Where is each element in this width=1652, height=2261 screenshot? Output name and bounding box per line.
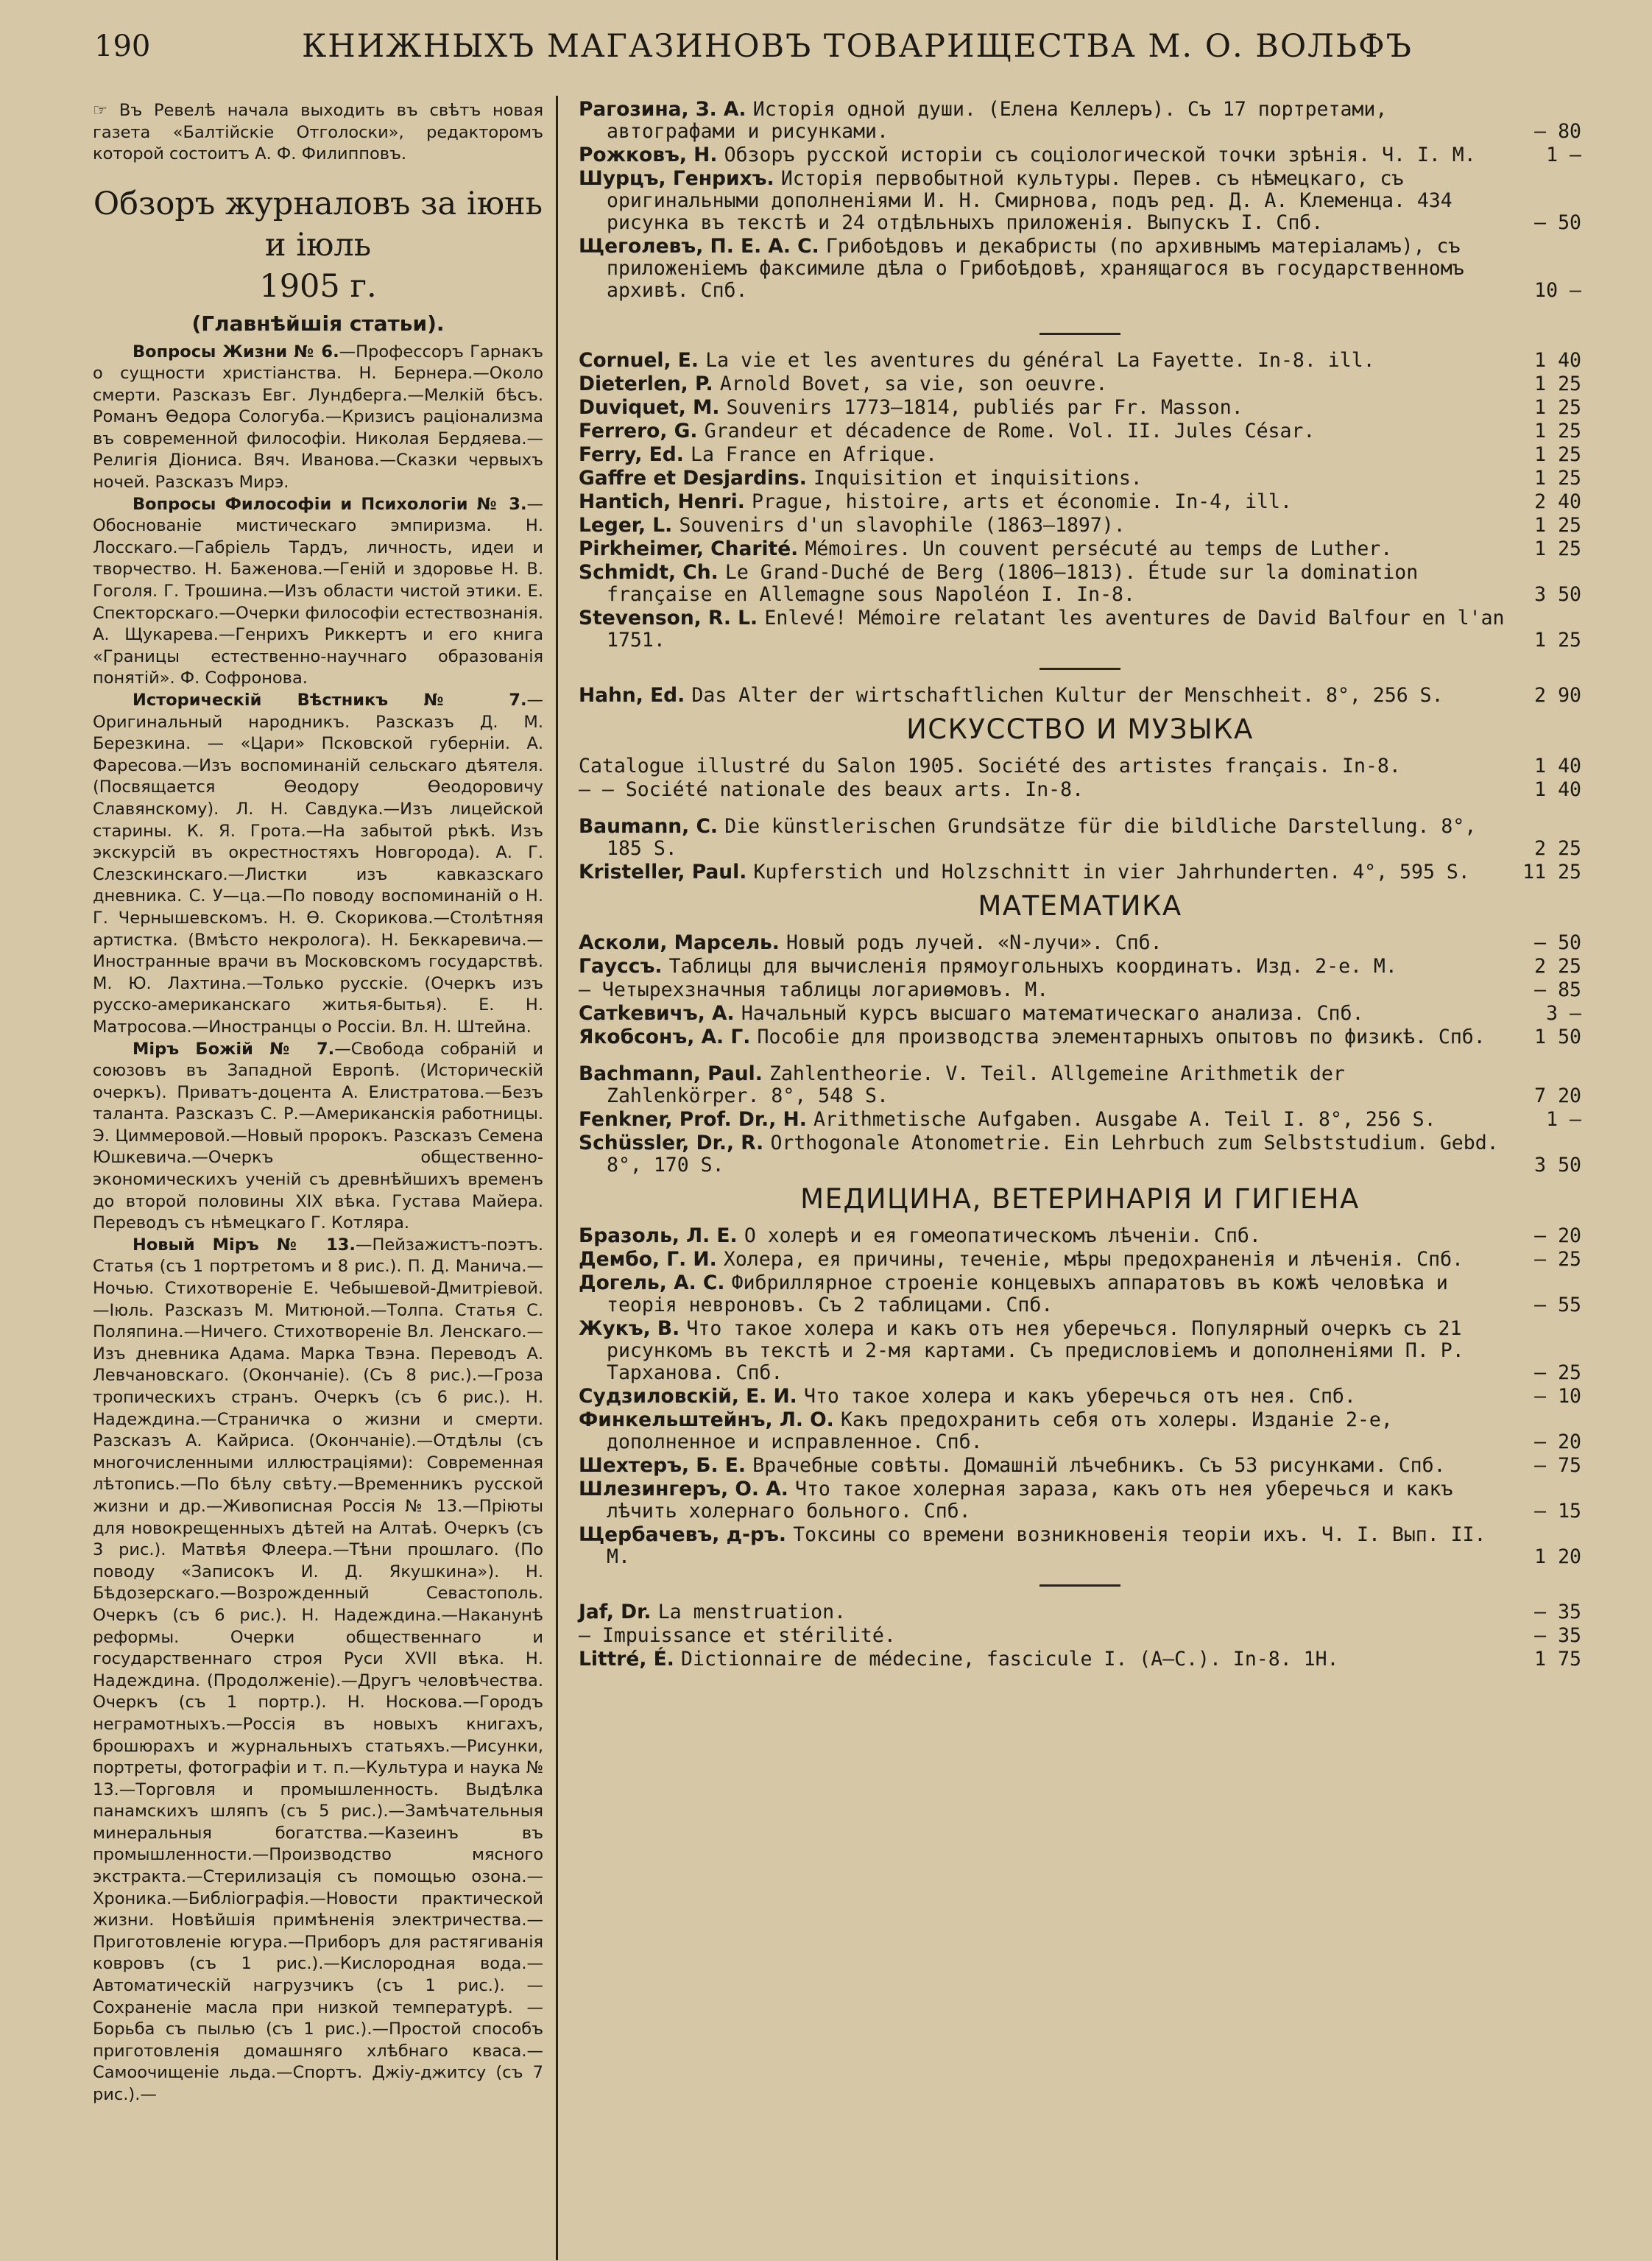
entry-title: Inquisition et inquisitions. (813, 467, 1143, 490)
entry-author: Leger, L. (579, 514, 679, 537)
catalog-entry (579, 816, 1581, 860)
entry-author: Гауссъ. (579, 955, 669, 978)
entry-title: — Четырехзначныя таблицы логариѳмовъ. М. (579, 978, 1049, 1001)
section-heading-medicine: МЕДИЦИНА, ВЕТЕРИНАРІЯ И ГИГІЕНА (800, 1183, 1360, 1215)
entry-price: — 20 (1534, 1431, 1581, 1453)
entry-price: — 25 (1534, 1361, 1581, 1384)
catalog-entry (579, 1524, 1581, 1568)
journal-review-paragraph (93, 494, 543, 690)
entry-price: 11 25 (1522, 861, 1581, 883)
entry-title: Prague, histoire, arts et économie. In-4, ill. (752, 490, 1292, 513)
entry-price: 1 25 (1534, 420, 1581, 442)
catalog-entry (579, 144, 1581, 166)
entry-title: Врачебные совѣты. Домашній лѣчебникъ. Съ 53 рисунками. Спб. (752, 1454, 1446, 1477)
page-number: 190 (94, 29, 151, 63)
entry-price: — 55 (1534, 1294, 1581, 1316)
entry-price: — 85 (1534, 978, 1581, 1001)
running-title: КНИЖНЫХЪ МАГАЗИНОВЪ ТОВАРИЩЕСТВА М. О. ВОЛЬФЪ (302, 28, 1413, 65)
catalog-entry (579, 562, 1581, 606)
catalog-entry (579, 236, 1581, 302)
entry-price: 1 40 (1534, 349, 1581, 372)
entry-author: Шехтеръ, Б. Е. (579, 1454, 753, 1477)
left-column (93, 100, 543, 2106)
entry-author: Ferrero, G. (579, 420, 705, 442)
entry-title: О холерѣ и ея гомеопатическомъ лѣченіи. Спб. (744, 1224, 1261, 1247)
entry-title: Dictionnaire de médecine, fascicule I. (A—C.). In-8. 1H. (681, 1648, 1339, 1671)
german-books-list (579, 685, 1581, 707)
entry-price: — 50 (1534, 211, 1581, 234)
entry-author: Littré, É. (579, 1648, 682, 1671)
entry-author: Догель, А. С. (579, 1271, 732, 1294)
entry-author: Gaffre et Desjardins. (579, 467, 813, 490)
right-column (579, 99, 1581, 1672)
entry-price: — 80 (1534, 120, 1581, 143)
entry-price: 1 25 (1534, 396, 1581, 419)
entry-price: — 75 (1534, 1454, 1581, 1477)
catalog-entry (579, 397, 1581, 419)
catalog-entry (579, 168, 1581, 234)
entry-price: 1 25 (1534, 467, 1581, 490)
review-title-line-1: Обзоръ журналовъ за іюнь и іюль (93, 185, 543, 264)
entry-author: Pirkheimer, Charité. (579, 537, 805, 560)
entry-author: Ferry, Ed. (579, 443, 691, 466)
entry-author: Рожковъ, Н. (579, 144, 724, 166)
entry-price: 1 25 (1534, 629, 1581, 652)
separator-rule (1039, 668, 1120, 670)
entry-price: — 25 (1534, 1248, 1581, 1271)
separator-rule (1039, 333, 1120, 335)
catalog-entry (579, 1478, 1581, 1523)
entry-author: Dieterlen, P. (579, 373, 720, 395)
catalog-entry (579, 861, 1581, 883)
entry-title: La vie et les aventures du général La Fayette. In-8. ill. (705, 349, 1375, 372)
catalog-entry (579, 979, 1581, 1001)
journal-title: Вопросы Жизни № 6. (133, 342, 339, 361)
separator-rule (1039, 1584, 1120, 1587)
entry-title: Исторія одной души. (Елена Келлеръ). Съ 17 портретами, автографами и рисунками. (607, 98, 1388, 143)
entry-price: 1 40 (1534, 778, 1581, 801)
catalog-entry (579, 491, 1581, 513)
notice-paragraph: ☞ Въ Ревелѣ начала выходить въ свѣтъ новая газета «Балтійскіе Отголоски», редакторомъ которой состоитъ А. Ф. Филипповъ. (93, 101, 543, 163)
entry-price: — 20 (1534, 1224, 1581, 1247)
entry-author: Schüssler, Dr., R. (579, 1132, 771, 1154)
journal-title: Историческій Вѣстникъ № 7. (133, 691, 527, 710)
catalog-entry (579, 1318, 1581, 1384)
entry-title: Souvenirs 1773—1814, publiés par Fr. Masson. (726, 396, 1243, 419)
entry-title: Что такое холера и какъ отъ нея уберечься. Популярный очеркъ съ 21 рисункомъ въ текстѣ и 2-мя картами. Съ предисловіемъ и дополненіями П. Р. Тарханова. Спб. (607, 1317, 1464, 1384)
catalog-entry (579, 515, 1581, 537)
catalog-entry (579, 444, 1581, 466)
entry-price: — 35 (1534, 1601, 1581, 1623)
entry-author: Сатkевичъ, А. (579, 1002, 741, 1025)
entry-author: Щеголевъ, П. Е. А. С. (579, 235, 826, 258)
entry-title: La menstruation. (657, 1601, 846, 1623)
entry-title: Грибоѣдовъ и декабристы (по архивнымъ матеріаламъ), съ приложеніемъ факсимиле дѣла о Грибоѣдовѣ, хранящагося въ государственномъ архивѣ. Спб. (607, 235, 1464, 302)
entry-price: 3 — (1546, 1002, 1581, 1025)
art-books-list (579, 816, 1581, 883)
entry-title: Начальный курсъ высшаго математическаго анализа. Спб. (741, 1002, 1364, 1025)
entry-title: Фибриллярное строеніе концевыхъ аппаратовъ въ кожѣ человѣка и теорія невроновъ. Съ 2 таблицами. Спб. (607, 1271, 1448, 1316)
catalog-entry (579, 1225, 1581, 1247)
entry-title: Новый родъ лучей. «N-лучи». Спб. (786, 931, 1162, 954)
catalog-entry (579, 956, 1581, 978)
catalog-entry (579, 685, 1581, 707)
catalog-entry (579, 1272, 1581, 1316)
entry-price: 1 50 (1534, 1026, 1581, 1048)
entry-author: Bachmann, Paul. (579, 1062, 770, 1085)
entry-price: — 15 (1534, 1500, 1581, 1523)
entry-title: Холера, ея причины, теченіе, мѣры предохраненія и лѣченія. Спб. (723, 1248, 1464, 1271)
entry-author: Kristeller, Paul. (579, 861, 754, 883)
entry-price: 1 20 (1534, 1545, 1581, 1568)
entry-author: Рагозина, З. А. (579, 98, 753, 121)
entry-title: Kupferstich und Holzschnitt in vier Jahrhunderten. 4°, 595 S. (753, 861, 1470, 883)
catalog-entry (579, 538, 1581, 560)
entry-price: 1 — (1546, 144, 1581, 166)
entry-author: Шлезингеръ, О. А. (579, 1478, 796, 1500)
catalog-entry (579, 1386, 1581, 1408)
entry-author: Шурцъ, Генрихъ. (579, 167, 781, 190)
catalog-entry (579, 1601, 1581, 1623)
entry-price: 2 40 (1534, 490, 1581, 513)
entry-title: Что такое холерная зараза, какъ отъ нея уберечься и какъ лѣчить холернаго больного. Спб. (607, 1478, 1453, 1523)
math-german-list (579, 1063, 1581, 1177)
entry-title: — Impuissance et stérilité. (579, 1624, 896, 1647)
entry-title: Grandeur et décadence de Rome. Vol. II. Jules César. (704, 420, 1316, 442)
entry-title: Arnold Bovet, sa vie, son oeuvre. (719, 373, 1108, 395)
entry-title: Arithmetische Aufgaben. Ausgabe A. Teil I. 8°, 256 S. (813, 1108, 1436, 1131)
journal-review-paragraph (93, 1235, 543, 2106)
entry-price: 1 25 (1534, 443, 1581, 466)
entry-author: Baumann, C. (579, 815, 725, 838)
entry-author: Дембо, Г. И. (579, 1248, 724, 1271)
entry-price: 10 — (1534, 279, 1581, 302)
math-russian-list (579, 932, 1581, 1048)
entry-price: 1 25 (1534, 514, 1581, 537)
entry-price: — 10 (1534, 1385, 1581, 1408)
entry-price: 1 75 (1534, 1648, 1581, 1671)
entry-title: Souvenirs d'un slavophile (1863—1897). (679, 514, 1126, 537)
catalog-entry (579, 755, 1581, 777)
entry-title: — — Société nationale des beaux arts. In-8. (579, 778, 1084, 801)
entry-price: 2 25 (1534, 837, 1581, 860)
entry-title: Токсины со времени возникновенія теоріи ихъ. Ч. I. Вып. II. М. (607, 1523, 1486, 1568)
journal-contents: —Пейзажистъ-поэтъ. Статья (съ 1 портретомъ и 8 рис.). П. Д. Манича.—Ночью. Стихотвореніе Е. Чебышевой-Дмитріевой.—Іюль. Разсказъ М. Митюной.—Толпа. Статья С. Поляпина.—Ничего. Стихотвореніе Вл. Ленскаго.—Изъ дневника Адама. Марка Твэна. Переводъ А. Левчановскаго. (Окончаніе). (Съ 8 рис.).—Гроза тропическихъ странъ. Очеркъ (съ 6 рис.). Н. Надеждина.—Страничка о жизни и смерти. Разсказъ А. Кайриса. (Окончаніе).—Отдѣлы (съ многочисленными иллюстраціями): Современная лѣтопись.—По бѣлу свѣту.—Временникъ русской жизни и др.—Живописная Россія № 13.—Пріюты для новокрещенныхъ дѣтей на Алтаѣ. Очеркъ (съ 3 рис.). Матвѣя Флеера.—Тѣни прошлаго. (По поводу «Записокъ И. Д. Якушкина»). Н. Бѣдозерскаго.—Возрожденный Севастополь. Очеркъ (съ 6 рис.). Н. Надеждина.—Наканунѣ реформы. Очерки общественнаго и государственнаго строя Руси XVII вѣка. Н. Надеждина. (Продолженіе).—Другъ человѣчества. Очеркъ (съ 1 портр.). Н. Носкова.—Городъ неграмотныхъ.—Россія въ новыхъ книгахъ, брошюрахъ и журнальныхъ статьяхъ.—Рисунки, портреты, фотографіи и т. п.—Культура и наука № 13.—Торговля и промышленность. Выдѣлка панамскихъ шляпъ (съ 5 рис.).—Замѣчательныя минеральныя богатства.—Казеинъ въ промышленности.—Производство мясного экстракта.—Стерилизація съ помощью озона.—Хроника.—Библіографія.—Новости практической жизни. Новѣйшія примѣненія электричества.—Приготовленіе югура.—Приборъ для растягиванія ковровъ (съ 1 рис.).—Кислородная вода.—Автоматическій нагрузчикъ (съ 1 рис.). — Сохраненіе масла при низкой температурѣ. — Борьба съ пылью (съ 1 рис.).—Простой способъ приготовленія домашняго хлѣбнаго кваса.—Самоочищеніе льда.—Спортъ. Джіу-джитсу (съ 7 рис.).— (93, 1235, 543, 2104)
journal-title: Вопросы Философіи и Психологіи № 3. (133, 494, 527, 514)
entry-title: Zahlentheorie. V. Teil. Allgemeine Arithmetik der Zahlenkörper. 8°, 548 S. (607, 1062, 1345, 1107)
journal-contents: —Обоснованіе мистическаго эмпиризма. Н. Лосскаго.—Габріель Тардъ, личность, идеи и творчество. Н. Баженова.—Геній и здоровье Н. В. Гоголя. Г. Трошина.—Изъ области чистой этики. Е. Спекторскаго.—Очерки философіи естествознанія. А. Щукарева.—Генрихъ Риккертъ и его книга «Границы естественно-научнаго образованія понятій». Ф. Софронова. (93, 494, 543, 688)
entry-author: Schmidt, Ch. (579, 561, 725, 584)
catalog-entry (579, 779, 1581, 801)
entry-author: Hahn, Ed. (579, 684, 692, 707)
french-books-list (579, 350, 1581, 652)
entry-title: Orthogonale Atonometrie. Ein Lehrbuch zum Selbststudium. Gebd. 8°, 170 S. (607, 1132, 1499, 1177)
catalog-entry (579, 1455, 1581, 1477)
entry-author: Асколи, Марсель. (579, 931, 787, 954)
review-title (93, 183, 543, 307)
journal-contents: —Свобода собраній и союзовъ въ Западной Европѣ. (Историческій очеркъ). Приватъ-доцента А. Елистратова.—Безъ таланта. Разсказъ С. Р.—Американскія работницы. Э. Циммеровой.—Новый пророкъ. Разсказъ Семена Юшкевича.—Очеркъ общественно-экономическихъ ученій съ древнѣйшихъ временъ до второй половины XIX вѣка. Густава Майера. Переводъ съ нѣмецкаго Г. Котляра. (93, 1039, 543, 1233)
catalog-entry (579, 468, 1581, 490)
catalog-entry (579, 1249, 1581, 1271)
review-title-line-2: 1905 г. (259, 267, 377, 305)
entry-author: Финкельштейнъ, Л. О. (579, 1408, 841, 1431)
catalog-entry (579, 420, 1581, 442)
catalog-entry (579, 99, 1581, 143)
journal-contents: —Оригинальный народникъ. Разсказъ Д. М. Березкина. — «Цари» Псковской губерніи. А. Фаресова.—Изъ воспоминаній сельскаго дѣятеля. (Посвящается Ѳеодору Ѳеодоровичу Славянскому). Л. Н. Савдука.—Изъ лицейской старины. К. Я. Грота.—На забытой рѣкѣ. Изъ экскурсій въ окрестностяхъ Новгорода). А. Г. Слезскинскаго.—Листки изъ кавказскаго дневника. С. У—ца.—По поводу воспоминаній о Н. Г. Чернышевскомъ. Н. Ѳ. Скорикова.—Столѣтняя артистка. (Вмѣсто некролога). Н. Беккаревича.—Иностранные врачи въ Московскомъ государствѣ. М. Ю. Лахтина.—Только русскіе. (Очеркъ изъ русско-американскаго житья-бытья). Е. Н. Матросова.—Иностранцы о Россіи. Вл. Н. Штейна. (93, 691, 543, 1037)
entry-price: 7 20 (1534, 1084, 1581, 1107)
entry-author: Якобсонъ, А. Г. (579, 1026, 758, 1048)
catalog-entry (579, 1063, 1581, 1107)
entry-title: Mémoires. Un couvent persécuté au temps de Luther. (805, 537, 1393, 560)
journal-review-paragraph (93, 690, 543, 1039)
catalog-entry (579, 1409, 1581, 1453)
entry-price: 3 50 (1534, 1154, 1581, 1177)
catalog-entry (579, 607, 1581, 652)
catalog-entry (579, 1648, 1581, 1671)
entry-title: Что такое холера и какъ уберечься отъ нея. Спб. (803, 1385, 1356, 1408)
entry-price: 3 50 (1534, 583, 1581, 606)
entry-price: 2 90 (1534, 684, 1581, 707)
entry-author: Жукъ, В. (579, 1317, 687, 1340)
journal-review-paragraph (93, 342, 543, 494)
catalog-entry (579, 932, 1581, 954)
entry-title: Обзоръ русской исторіи съ соціологической точки зрѣнія. Ч. I. М. (724, 144, 1476, 166)
entry-author: Щербачевъ, д-ръ. (579, 1523, 794, 1546)
entry-author: Duviquet, M. (579, 396, 727, 419)
entry-author: Stevenson, R. L. (579, 607, 765, 629)
entry-title: Catalogue illustré du Salon 1905. Société des artistes français. In-8. (579, 755, 1401, 777)
entry-price: 1 40 (1534, 755, 1581, 777)
entry-author: Hantich, Henri. (579, 490, 752, 513)
entry-author: Бразоль, Л. Е. (579, 1224, 744, 1247)
entry-author: Fenkner, Prof. Dr., H. (579, 1108, 813, 1131)
entry-title: Какъ предохранить себя отъ холеры. Изданіе 2-е, дополненное и исправленное. Спб. (607, 1408, 1393, 1453)
entry-price: 1 — (1546, 1108, 1581, 1131)
catalog-entry (579, 1109, 1581, 1131)
medicine-french-list (579, 1601, 1581, 1671)
medicine-russian-list (579, 1225, 1581, 1568)
journal-contents: —Профессоръ Гарнакъ о сущности христіанства. Н. Бернера.—Около смерти. Разсказъ Евг. Лундберга.—Мелкій бѣсъ. Романъ Ѳедора Сологуба.—Кризисъ раціонализма въ современной философіи. Николая Бердяева.—Религія Діониса. Вяч. Иванова.—Сказки червыхъ ночей. Разсказъ Мирэ. (93, 342, 543, 493)
catalog-entry (579, 1003, 1581, 1025)
journal-title: Новый Міръ № 13. (133, 1235, 356, 1255)
entry-author: Jaf, Dr. (579, 1601, 658, 1623)
entry-price: 1 25 (1534, 537, 1581, 560)
catalog-entry (579, 373, 1581, 395)
entry-title: Die künstlerischen Grundsätze für die bildliche Darstellung. 8°, 185 S. (607, 815, 1477, 860)
entry-title: La France en Afrique. (691, 443, 938, 466)
journal-review-paragraph (93, 1039, 543, 1235)
entry-title: Das Alter der wirtschaftlichen Kultur der Menschheit. 8°, 256 S. (691, 684, 1444, 707)
entry-title: Таблицы для вычисленія прямоугольныхъ координатъ. Изд. 2-е. М. (668, 955, 1397, 978)
entry-price: — 35 (1534, 1624, 1581, 1647)
catalog-entry (579, 1132, 1581, 1177)
journal-reviews (93, 342, 543, 2106)
section-heading-math: МАТЕМАТИКА (978, 890, 1182, 922)
russian-books-list (579, 99, 1581, 302)
catalog-entry (579, 1026, 1581, 1048)
review-subtitle: (Главнѣйшія статьи). (191, 311, 445, 336)
art-catalogue-list (579, 755, 1581, 801)
catalog-entry (579, 350, 1581, 372)
journal-title: Міръ Божій № 7. (133, 1039, 335, 1059)
entry-author: Cornuel, E. (579, 349, 706, 372)
entry-title: Enlevé! Mémoire relatant les aventures de David Balfour en l'an 1751. (607, 607, 1505, 652)
entry-price: — 50 (1534, 931, 1581, 954)
section-heading-art: ИСКУССТВО И МУЗЫКА (906, 713, 1254, 745)
entry-title: Пособіе для производства элементарныхъ опытовъ по физикѣ. Спб. (757, 1026, 1486, 1048)
entry-price: 2 25 (1534, 955, 1581, 978)
column-divider (556, 96, 558, 2260)
entry-price: 1 25 (1534, 373, 1581, 395)
catalog-entry (579, 1625, 1581, 1647)
entry-title: Исторія первобытной культуры. Перев. съ нѣмецкаго, съ оригинальными дополненіями И. Н. Смирнова, подъ ред. Д. А. Клеменца. 434 рисунка въ текстѣ и 24 отдѣльныхъ приложенія. Выпускъ I. Спб. (607, 167, 1452, 234)
entry-author: Судзиловскій, Е. И. (579, 1385, 804, 1408)
entry-title: Le Grand-Duché de Berg (1806—1813). Étude sur la domination française en Allemagne sous Napoléon I. In-8. (607, 561, 1419, 606)
